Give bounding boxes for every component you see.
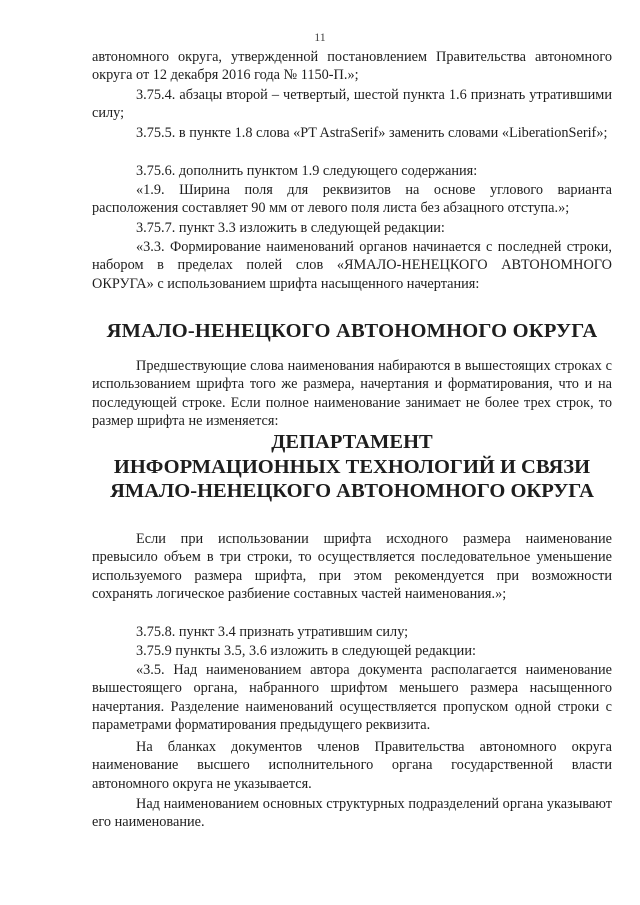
heading-example-1: ЯМАЛО-НЕНЕЦКОГО АВТОНОМНОГО ОКРУГА	[106, 320, 598, 342]
paragraph-13: Над наименованием основных структурных подразделений органа указывают его наименование.	[92, 796, 612, 831]
heading-example-2	[92, 430, 612, 504]
paragraph-10: 3.75.9 пункты 3.5, 3.6 изложить в следующей редакции:	[136, 643, 476, 659]
page-number: 11	[314, 30, 326, 44]
paragraph-9: 3.75.8. пункт 3.4 признать утратившим силу;	[136, 624, 409, 640]
paragraph-2: 3.75.4. абзацы второй – четвертый, шестой пункта 1.6 признать утратившими силу;	[92, 87, 612, 122]
paragraph-6: 3.75.7. пункт 3.3 изложить в следующей редакции:	[136, 220, 445, 236]
heading-example-2-line-2: ИНФОРМАЦИОННЫХ ТЕХНОЛОГИЙ И СВЯЗИ	[113, 455, 591, 478]
paragraph-12: На бланках документов членов Правительства автономного округа наименование высшего исполнительного органа государственной власти автономного округа не указывается.	[92, 739, 612, 792]
paragraph-5: «1.9. Ширина поля для реквизитов на основе углового варианта расположения составляет 90 мм от левого поля листа без абзацного отступа.»;	[92, 182, 612, 217]
heading-example-2-line-1: ДЕПАРТАМЕНТ	[271, 431, 433, 453]
paragraph-7: «3.3. Формирование наименований органов начинается с последней строки, набором в пределах полей слов «ЯМАЛО-НЕНЕЦКОГО АВТОНОМНОГО ОКРУГА» с использованием шрифта насыщенного начертания:	[92, 239, 612, 292]
paragraph-3: 3.75.5. в пункте 1.8 слова «PT AstraSerif» заменить словами «LiberationSerif»;	[136, 125, 608, 141]
paragraph-4: 3.75.6. дополнить пунктом 1.9 следующего содержания:	[136, 163, 478, 179]
paragraph-8: Если при использовании шрифта исходного размера наименование превысило объем в три строки, то осуществляется последовательное уменьшение используемого размера шрифта, при этом рекомендуется при возможности сохранять логическое разбиение составных частей наименования.»;	[92, 531, 612, 602]
paragraph-11: «3.5. Над наименованием автора документа располагается наименование вышестоящего органа, набранного шрифтом меньшего размера насыщенного начертания. Разделение наименований осуществляется пропуском одной строки с параметрами форматирования предыдущего реквизита.	[92, 662, 612, 733]
paragraph-1: автономного округа, утвержденной постановлением Правительства автономного округа от 12 декабря 2016 года № 1150-П.»;	[92, 49, 612, 84]
paragraph-after-heading-1: Предшествующие слова наименования набираются в вышестоящих строках с использованием шрифта того же размера, начертания и форматирования, что и на последующей строке. Если полное наименование занимает не более трех строк, то размер шрифта не изменяется:	[92, 358, 612, 429]
heading-example-2-line-3: ЯМАЛО-НЕНЕЦКОГО АВТОНОМНОГО ОКРУГА	[110, 480, 594, 502]
